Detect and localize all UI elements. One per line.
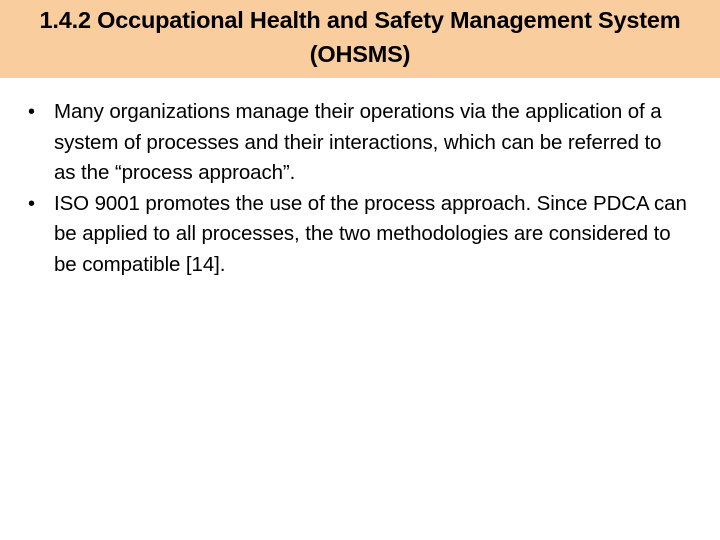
bullet-list	[28, 97, 688, 280]
slide-body	[28, 97, 688, 280]
bullet-text: ISO 9001 promotes the use of the process approach. Since PDCA can be applied to all processes, the two methodologies are considered to be compatible [14].	[54, 191, 687, 276]
bullet-item	[28, 189, 688, 281]
bullet-item	[28, 97, 688, 189]
bullet-icon: •	[28, 192, 35, 215]
title-banner	[0, 0, 720, 78]
bullet-text: Many organizations manage their operations via the application of a system of processes and their interactions, which can be referred to as the “process approach”.	[54, 100, 662, 184]
slide-title: 1.4.2 Occupational Health and Safety Management System (OHSMS)	[39, 7, 681, 67]
bullet-icon: •	[28, 101, 35, 123]
